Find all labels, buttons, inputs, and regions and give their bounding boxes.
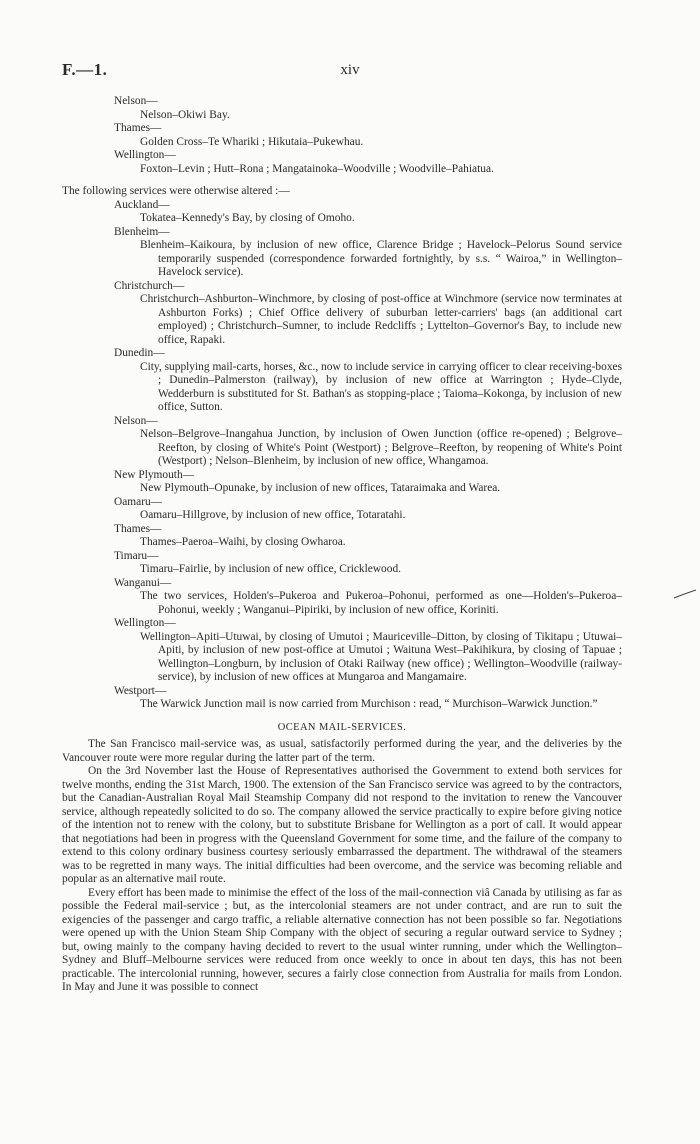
- route-entry: Foxton–Levin ; Hutt–Rona ; Mangatainoka–Woodville ; Woodville–Pahiatua.: [140, 162, 494, 175]
- paragraph: The San Francisco mail-service was, as usual, satisfactorily performed during the year, and the deliveries by the Vancouver route were more regular during the latter part of the term.: [62, 738, 622, 764]
- region-heading: Dunedin—: [114, 347, 165, 359]
- section-heading: OCEAN MAIL-SERVICES.: [277, 721, 407, 733]
- region-heading: Blenheim—: [114, 225, 170, 238]
- route-entry: Tokatea–Kennedy's Bay, by closing of Omoho.: [140, 212, 355, 224]
- route-entry: The Warwick Junction mail is now carried from Murchison : read, “ Murchison–Warwick Junction.”: [140, 698, 598, 710]
- route-entry: Oamaru–Hillgrove, by inclusion of new office, Totaratahi.: [140, 509, 406, 521]
- route-entry: Thames–Paeroa–Waihi, by closing Owharoa.: [140, 536, 346, 548]
- region-heading: Oamaru—: [114, 495, 163, 508]
- margin-pencil-mark: [672, 588, 698, 602]
- route-entry: Nelson–Okiwi Bay.: [140, 108, 230, 121]
- altered-services: [62, 199, 622, 712]
- route-entry: New Plymouth–Opunake, by inclusion of new offices, Tataraimaka and Warea.: [140, 482, 501, 494]
- region-heading: Nelson—: [114, 414, 158, 427]
- region-heading: Thames—: [114, 522, 162, 535]
- region-heading: Westport—: [114, 684, 167, 697]
- route-entry: Timaru–Fairlie, by inclusion of new office, Cricklewood.: [140, 563, 401, 575]
- altered-intro: The following services were otherwise altered :—: [62, 185, 290, 197]
- region-heading: Wellington—: [114, 149, 176, 161]
- route-entry: Christchurch–Ashburton–Winchmore, by closing of post-office at Winchmore (service now terminates at Ashburton Forks) ; Chief Office delivery of suburban letter-carriers' bags (an additional cart employed) ; Christchurch–Sumner, to include Redcliffs ; Lyttelton–Governor's Bay, to include new office, Rapaki.: [140, 293, 622, 346]
- paragraph: On the 3rd November last the House of Representatives authorised the Government to extend both services for twelve months, ending the 31st March, 1900. The extension of the San Francisco service was agreed to by the contractors, but the Canadian-Australian Royal Mail Steamship Company did not respond to the invitation to renew the Vancouver service, although repeatedly solicited to do so. The company allowed the service practically to expire before giving notice of the intention not to renew with the colony, but to substitute Brisbane for Wellington as a port of call. It would appear that negotiations had been in progress with the Queensland Government for some time, and the failure of the company to extend to this colony ordinary business courtesy seriously embarrassed the department. The withdrawal of the steamers was to be regretted in many ways. The initial difficulties had been overcome, and the service was becoming reliable and popular as an alternative mail route.: [62, 765, 622, 885]
- route-entry: Blenheim–Kaikoura, by inclusion of new office, Clarence Bridge ; Havelock–Pelorus Sound service temporarily suspended (correspondence forwarded fortnightly, by s.s. “ Wairoa,” in Wellington–Havelock service).: [140, 239, 622, 278]
- region-heading: Timaru—: [114, 549, 159, 562]
- route-entry: City, supplying mail-carts, horses, &c., now to include service in carrying officer to clear receiving-boxes ; Dunedin–Palmerston (railway), by inclusion of new office at Warrington ; Hyde–Clyde, Wedderburn is substituted for St. Bathan's as stopping-place ; Taioma–Kokonga, by inclusion of new office, Sutton.: [140, 360, 622, 413]
- region-heading: Auckland—: [114, 198, 170, 211]
- page-number: xiv: [340, 62, 360, 78]
- route-entry: Wellington–Apiti–Utuwai, by closing of Umutoi ; Mauriceville–Ditton, by closing of Tikitapu ; Utuwai–Apiti, by inclusion of new post-office at Umutoi ; Waituna West–Pakihikura, by closing of Tapuae ; Wellington–Longburn, by inclusion of Otaki Railway (new office) ; Wellington–Woodville (railway-service), by inclusion of new offices at Mungaroa and Mangamaire.: [140, 630, 622, 683]
- region-heading: Thames—: [114, 122, 162, 134]
- region-heading: New Plymouth—: [114, 468, 195, 481]
- region-heading: Christchurch—: [114, 279, 185, 292]
- route-entry: The two services, Holden's–Pukeroa and Pukeroa–Pohonui, performed as one—Holden's–Pukeroa–Pohonui, weekly ; Wanganui–Pipiriki, by inclusion of new office, Koriniti.: [140, 590, 622, 616]
- opened-services-continued: [62, 95, 622, 176]
- document-body: [62, 95, 622, 995]
- region-heading: Wanganui—: [114, 576, 172, 589]
- document-reference: F.—1.: [62, 60, 108, 79]
- region-heading: Nelson—: [114, 95, 158, 107]
- route-entry: Golden Cross–Te Whariki ; Hikutaia–Pukewhau.: [140, 135, 364, 148]
- paragraph: Every effort has been made to minimise the effect of the loss of the mail-connection viâ Canada by utilising as far as possible the Federal mail-service ; but, as the intercolonial steamers are not under contract, and are run to suit the exigencies of the passenger and cargo traffic, a reliable alternative connection has not been possible so far. Negotiations were opened up with the Union Steam Ship Company with the object of securing a regular outward service to Sydney ; but, owing mainly to the company having decided to revert to the usual winter running, under which the Wellington–Sydney and Bluff–Melbourne services were reduced from once weekly to once in about ten days, this has not been practicable. The intercolonial running, however, secures a fairly close connection from Australia for mails from London. In May and June it was possible to connect: [62, 886, 622, 993]
- route-entry: Nelson–Belgrove–Inangahua Junction, by inclusion of Owen Junction (office re-opened) ; Belgrove–Reefton, by closing of White's Point (Westport) ; Belgrove–Reefton, by reopening of White's Point (Westport) ; Nelson–Blenheim, by inclusion of new office, Whangamoa.: [140, 428, 622, 467]
- region-heading: Wellington—: [114, 617, 176, 629]
